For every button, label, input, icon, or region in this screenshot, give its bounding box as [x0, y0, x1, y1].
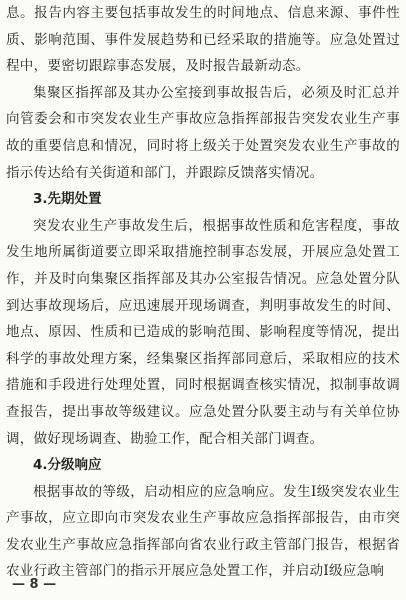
paragraph-tiered-response: 根据事故的等级，启动相应的应急响应。发生Ⅰ级突发农业生产事故，应立即向市突发农业生产事故应急指挥部报告，由市突发农业生产事故应急指挥部向省农业行政主管部门报告，根据省农业行政主管部门的指示开展应急处置工作，并启动Ⅰ级应急响: [6, 483, 400, 580]
paragraph-report-summary: 集聚区指挥部及其办公室接到事故报告后，必须及时汇总并向管委会和市突发农业生产事故应急指挥部报告突发农业生产事故的重要信息和情况，同时将上级关于处置突发农业生产事故的指示传达给有关街道和部门，并跟踪反馈落实情况。: [6, 84, 400, 181]
paragraph-initial-response: 突发农业生产事故发生后，根据事故性质和危害程度，事故发生地所属街道要立即采取措施控制事态发展，开展应急处置工作，并及时向集聚区指挥部及其办公室报告情况。应急处置分队到达事故现场后，应迅速展开现场调查，判明事故发生的时间、地点、原因、性质和已造成的影响范围、影响程度等情况，提出科学的事故处理方案，经集聚区指挥部同意后，采取相应的技术措施和手段进行处理处置，同时根据调查核实情况，拟制事故调查报告，提出事故等级建议。应急处置分队要主动与有关单位协调，做好现场调查、勘验工作，配合相关部门调查。: [6, 217, 400, 447]
document-body: [6, 0, 400, 585]
section-heading-initial-response: 3.先期处置: [33, 191, 102, 208]
paragraph-report-content: 息。报告内容主要包括事故发生的时间地点、信息来源、事件性质、影响范围、事件发展趋势和已经采取的措施等。应急处置过程中，要密切跟踪事态发展，及时报告最新动态。: [6, 5, 400, 75]
page-number: — 8 —: [12, 577, 57, 592]
section-heading-tiered-response: 4.分级响应: [33, 457, 102, 474]
